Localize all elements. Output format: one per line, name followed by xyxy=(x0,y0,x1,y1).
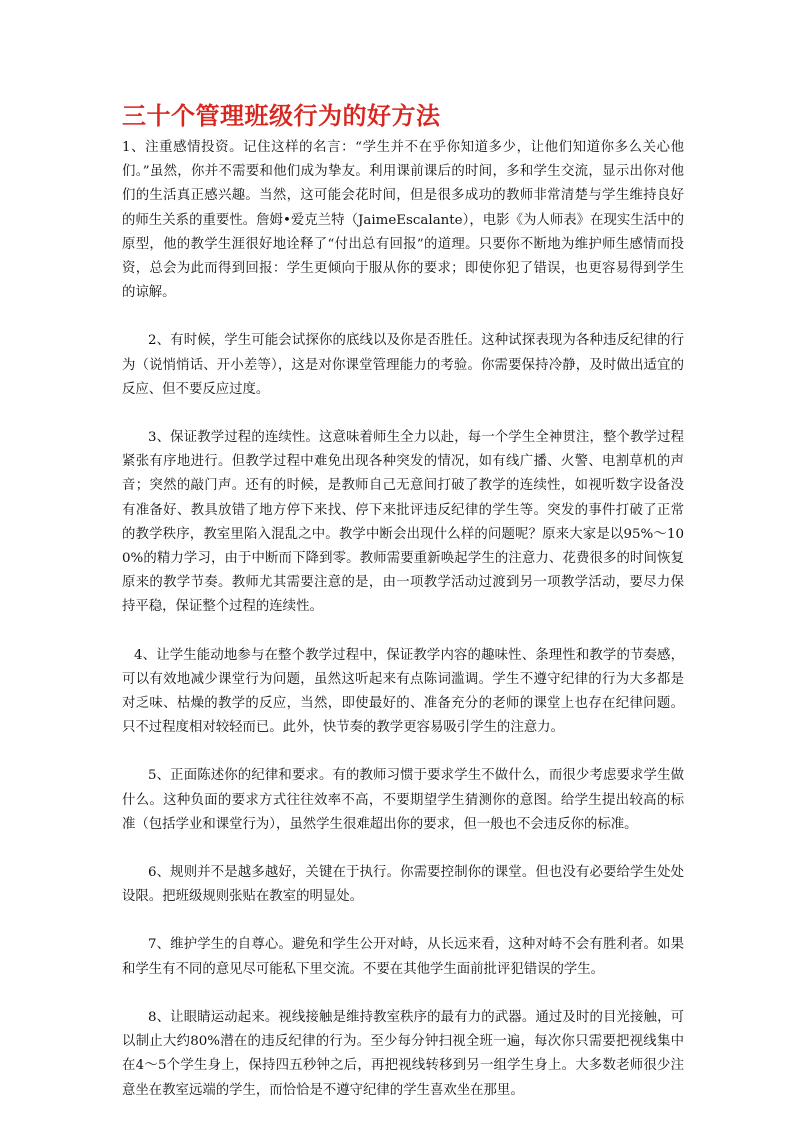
document-page xyxy=(122,98,684,1103)
paragraph-gap xyxy=(122,740,684,764)
paragraph-5: 5、正面陈述你的纪律和要求。有的教师习惯于要求学生不做什么，而很少考虑要求学生做什么。这种负面的要求方式往往效率不高，不要期望学生猜测你的意图。给学生提出较高的标准（包括学业和课堂行为），虽然学生很难超出你的要求，但一般也不会违反你的标准。 xyxy=(122,768,684,832)
paragraph-gap xyxy=(122,982,684,1006)
paragraph-gap xyxy=(122,305,684,329)
paragraph-7: 7、维护学生的自尊心。避免和学生公开对峙，从长远来看，这种对峙不会有胜利者。如果和学生有不同的意见尽可能私下里交流。不要在其他学生面前批评犯错误的学生。 xyxy=(122,937,684,977)
paragraph-gap xyxy=(122,837,684,861)
paragraph-2: 2、有时候，学生可能会试探你的底线以及你是否胜任。这种试探表现为各种违反纪律的行为（说悄悄话、开小差等），这是对你课堂管理能力的考验。你需要保持冷静，及时做出适宜的反应、但不要反应过度。 xyxy=(122,333,684,397)
paragraph-3: 3、保证教学过程的连续性。这意味着师生全力以赴，每一个学生全神贯注，整个教学过程紧张有序地进行。但教学过程中难免出现各种突发的情况，如有线广播、火警、电割草机的声音；突然的敲门声。还有的时候，是教师自己无意间打破了教学的连续性，如视听数字设备没有准备好、教具放错了地方停下来找、停下来批评违反纪律的学生等。突发的事件打破了正常的教学秩序，教室里陷入混乱之中。教学中断会出现什么样的问题呢？原来大家是以95%～100%的精力学习，由于中断而下降到零。教师需要重新唤起学生的注意力、花费很多的时间恢复原来的教学节奏。教师尤其需要注意的是，由一项教学活动过渡到另一项教学活动，要尽力保持平稳，保证整个过程的连续性。 xyxy=(122,430,684,615)
paragraph-gap xyxy=(122,402,684,426)
paragraph-6: 6、规则并不是越多越好，关键在于执行。你需要控制你的课堂。但也没有必要给学生处处设限。把班级规则张贴在教室的明显处。 xyxy=(122,865,684,905)
paragraph-4: 4、让学生能动地参与在整个教学过程中，保证教学内容的趣味性、条理性和教学的节奏感，可以有效地减少课堂行为问题，虽然这听起来有点陈词滥调。学生不遵守纪律的行为大多都是对乏味、枯燥的教学的反应，当然，即使最好的、准备充分的老师的课堂上也存在纪律问题。只不过程度相对较轻而已。此外，快节奏的教学更容易吸引学生的注意力。 xyxy=(122,647,684,736)
paragraph-gap xyxy=(122,620,684,644)
paragraph-1: 1、注重感情投资。记住这样的名言：“学生并不在乎你知道多少，让他们知道你多么关心他们。”虽然，你并不需要和他们成为挚友。利用课前课后的时间，多和学生交流，显示出你对他们的生活真正感兴趣。当然，这可能会花时间，但是很多成功的教师非常清楚与学生维持良好的师生关系的重要性。詹姆•爱克兰特（JaimeEscalante），电影《为人师表》在现实生活中的原型，他的教学生涯很好地诠释了“付出总有回报”的道理。只要你不断地为维护师生感情而投资，总会为此而得到回报：学生更倾向于服从你的要求；即使你犯了错误，也更容易得到学生的谅解。 xyxy=(122,140,684,301)
document-title: 三十个管理班级行为的好方法 xyxy=(122,101,441,130)
paragraph-8: 8、让眼睛运动起来。视线接触是维持教室秩序的最有力的武器。通过及时的目光接触，可以制止大约80%潜在的违反纪律的行为。至少每分钟扫视全班一遍，每次你只需要把视线集中在4～5个学生身上，保持四五秒钟之后，再把视线转移到另一组学生身上。大多数老师很少注意坐在教室远端的学生，而恰恰是不遵守纪律的学生喜欢坐在那里。 xyxy=(122,1009,684,1098)
paragraph-gap xyxy=(122,909,684,933)
